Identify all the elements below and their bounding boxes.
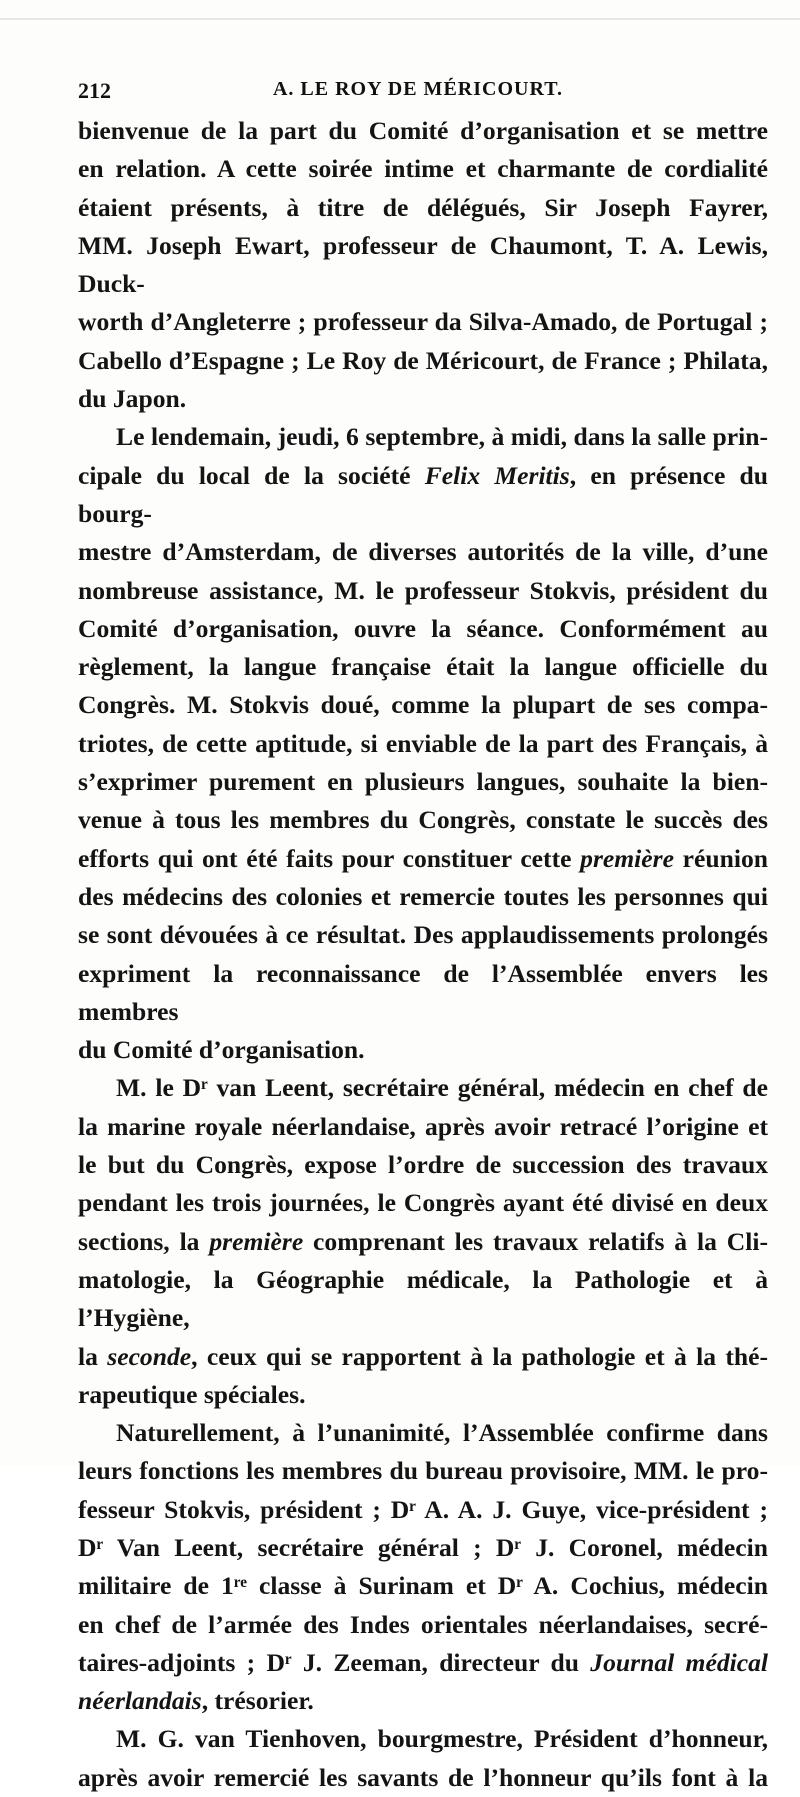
paragraph xyxy=(78,1720,768,1797)
text-line: fesseur Stokvis, président ; Dʳ A. A. J. Guye, vice-président ; xyxy=(78,1494,768,1524)
text-line: se sont dévouées à ce résultat. Des applaudissements prolongés xyxy=(78,920,768,950)
text-line: du Comité d’organisation. xyxy=(78,1035,365,1065)
text-line: néerlandais, trésorier. xyxy=(78,1686,314,1716)
text-line: worth d’Angleterre ; professeur da Silva-Amado, de Portugal ; xyxy=(78,307,768,337)
text-line: M. le Dʳ van Leent, secrétaire général, médecin en chef de xyxy=(116,1073,768,1103)
text-line: Cabello d’Espagne ; Le Roy de Méricourt, de France ; Philata, xyxy=(78,345,768,375)
text-line: efforts qui ont été faits pour constituer cette première réunion xyxy=(78,843,768,873)
text-line: Congrès. M. Stokvis doué, comme la plupart de ses compa- xyxy=(78,690,768,720)
paragraph xyxy=(78,112,768,418)
text-line: la marine royale néerlandaise, après avoir retracé l’origine et xyxy=(78,1111,768,1141)
text-line: étaient présents, à titre de délégués, Sir Joseph Fayrer, xyxy=(78,192,768,222)
paragraph xyxy=(78,1069,768,1414)
body-text xyxy=(78,112,768,1797)
text-line: après avoir remercié les savants de l’honneur qu’ils font à la xyxy=(78,1762,768,1792)
text-line: Dʳ Van Leent, secrétaire général ; Dʳ J. Coronel, médecin xyxy=(78,1532,768,1562)
text-line: des médecins des colonies et remercie toutes les personnes qui xyxy=(78,881,768,911)
text-line: taires-adjoints ; Dʳ J. Zeeman, directeur du Journal médical xyxy=(78,1647,768,1677)
page-edge-shadow xyxy=(0,18,800,20)
running-title: A. LE ROY DE MÉRICOURT. xyxy=(272,78,564,100)
text-line: du Japon. xyxy=(78,384,187,414)
text-line: mestre d’Amsterdam, de diverses autorités de la ville, d’une xyxy=(78,537,768,567)
text-line: Naturellement, à l’unanimité, l’Assemblée confirme dans xyxy=(116,1418,768,1448)
text-line: en relation. A cette soirée intime et charmante de cordialité xyxy=(78,154,768,184)
text-line: MM. Joseph Ewart, professeur de Chaumont, T. A. Lewis, Duck- xyxy=(78,230,768,299)
text-line: la seconde, ceux qui se rapportent à la pathologie et à la thé- xyxy=(78,1341,768,1371)
text-line: pendant les trois journées, le Congrès ayant été divisé en deux xyxy=(78,1188,768,1218)
text-line: le but du Congrès, expose l’ordre de succession des travaux xyxy=(78,1150,768,1180)
running-header xyxy=(78,78,758,108)
text-line: sections, la première comprenant les travaux relatifs à la Cli- xyxy=(78,1226,768,1256)
text-line: Comité d’organisation, ouvre la séance. Conformément au xyxy=(78,613,768,643)
text-line: en chef de l’armée des Indes orientales néerlandaises, secré- xyxy=(78,1609,768,1639)
text-line: bienvenue de la part du Comité d’organisation et se mettre xyxy=(78,116,768,145)
text-line: Le lendemain, jeudi, 6 septembre, à midi, dans la salle prin- xyxy=(116,422,768,452)
text-line: triotes, de cette aptitude, si enviable de la part des Français, à xyxy=(78,728,768,758)
text-line: leurs fonctions les membres du bureau provisoire, MM. le pro- xyxy=(78,1456,768,1486)
text-line: matologie, la Géographie médicale, la Pathologie et à l’Hygiène, xyxy=(78,1264,768,1333)
text-line: expriment la reconnaissance de l’Assemblée envers les membres xyxy=(78,958,768,1026)
text-line: nombreuse assistance, M. le professeur Stokvis, président du xyxy=(78,575,768,605)
page-number: 212 xyxy=(78,78,111,103)
text-line: règlement, la langue française était la langue officielle du xyxy=(78,652,768,682)
paragraph xyxy=(78,1414,768,1720)
paragraph xyxy=(78,418,768,1069)
text-line: militaire de 1ʳᵉ classe à Surinam et Dʳ A. Cochius, médecin xyxy=(78,1571,768,1601)
text-line: s’exprimer purement en plusieurs langues, souhaite la bien- xyxy=(78,767,768,797)
text-line: cipale du local de la société Felix Meritis, en présence du bourg- xyxy=(78,460,769,528)
text-line: M. G. van Tienhoven, bourgmestre, Président d’honneur, xyxy=(116,1724,768,1754)
text-line: venue à tous les membres du Congrès, constate le succès des xyxy=(78,805,768,835)
text-line: rapeutique spéciales. xyxy=(78,1379,306,1409)
